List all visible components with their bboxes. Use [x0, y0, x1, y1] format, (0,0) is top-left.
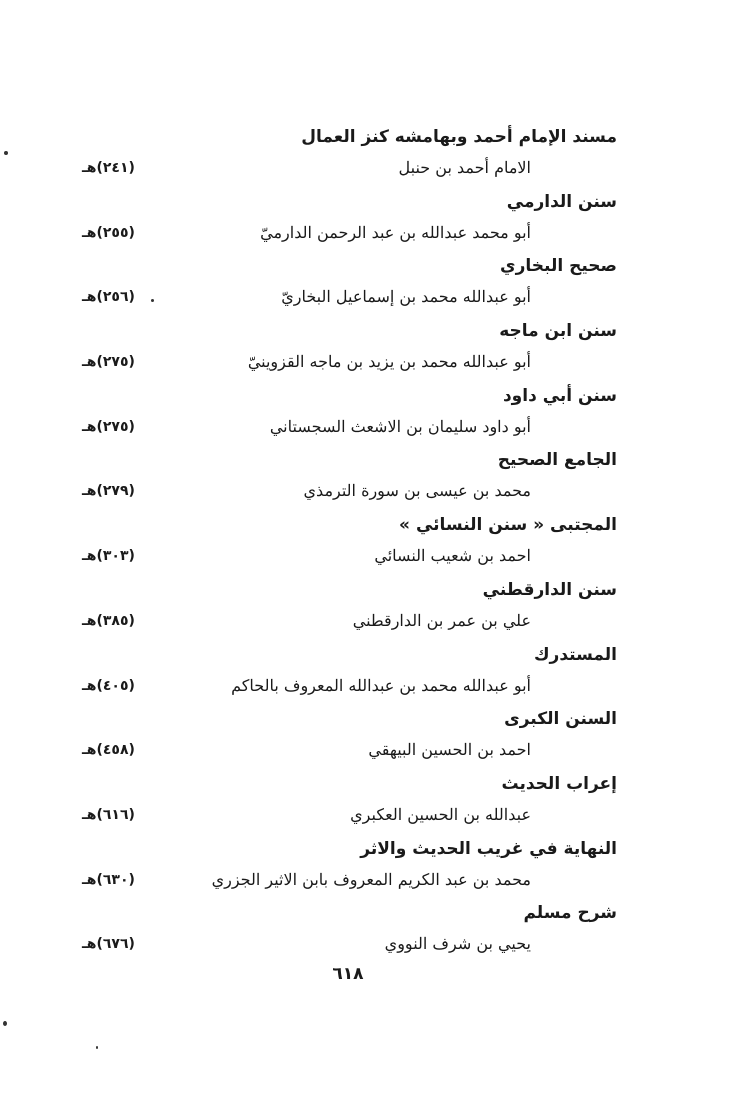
book-title: الجامع الصحيح	[497, 450, 617, 471]
bibliography-entry	[0, 509, 745, 574]
author-name: أبو عبدالله محمد بن عبدالله المعروف بالحاكم	[231, 675, 531, 695]
author-name: محمد بن عيسى بن سورة الترمذي	[303, 481, 531, 501]
death-date: (٦٧٦)هـ	[82, 936, 135, 953]
author-name: الامام أحمد بن حنبل	[398, 158, 531, 177]
book-title: إعراب الحديث	[501, 773, 617, 794]
author-name: يحيي بن شرف النووي	[384, 934, 531, 954]
bibliography-entry	[0, 121, 745, 186]
death-date: (٦١٦)هـ	[82, 806, 135, 823]
book-title: شرح مسلم	[523, 903, 617, 924]
death-date: (٢٧٥)هـ	[82, 418, 135, 435]
book-title: سنن أبي داود	[502, 385, 617, 406]
book-title: مسند الإمام أحمد وبهامشه كنز العمال	[301, 127, 617, 147]
scan-speck	[3, 1021, 7, 1026]
page-number: ٦١٨	[332, 964, 364, 984]
bibliography-entry	[0, 897, 745, 962]
bibliography-entry	[0, 315, 745, 380]
death-date: (٢٤١)هـ	[82, 160, 135, 176]
author-name: أبو داود سليمان بن الاشعث السجستاني	[269, 416, 531, 436]
bibliography-entry	[0, 250, 745, 315]
scan-speck	[151, 299, 154, 302]
bibliography-list	[0, 121, 745, 962]
death-date: (٢٥٦)هـ	[82, 289, 135, 306]
book-title: السنن الكبرى	[504, 709, 617, 730]
death-date: (٣٠٣)هـ	[82, 548, 135, 565]
death-date: (٢٧٩)هـ	[82, 483, 135, 500]
author-name: احمد بن الحسين البيهقي	[368, 740, 531, 760]
death-date: (٢٥٥)هـ	[82, 224, 135, 241]
bibliography-entry	[0, 768, 745, 833]
death-date: (٦٣٠)هـ	[82, 871, 135, 888]
bibliography-entry	[0, 639, 745, 704]
author-name: أبو عبدالله محمد بن يزيد بن ماجه القزوينيّ	[247, 352, 531, 372]
bibliography-entry	[0, 186, 745, 251]
death-date: (٢٧٥)هـ	[82, 354, 135, 371]
book-title: المستدرك	[533, 644, 617, 665]
book-title: سنن الدارقطني	[482, 579, 617, 600]
bibliography-entry	[0, 833, 745, 898]
death-date: (٤٠٥)هـ	[82, 677, 135, 694]
book-title: سنن ابن ماجه	[499, 321, 617, 342]
book-title: المجتبى « سنن النسائي »	[399, 515, 617, 536]
bibliography-entry	[0, 444, 745, 509]
scan-speck	[4, 151, 8, 155]
death-date: (٤٥٨)هـ	[82, 742, 135, 759]
bibliography-entry	[0, 703, 745, 768]
author-name: احمد بن شعيب النسائي	[374, 546, 531, 566]
author-name: أبو محمد عبدالله بن عبد الرحمن الدارميّ	[260, 222, 531, 242]
author-name: عبدالله بن الحسين العكبري	[350, 804, 531, 824]
book-title: النهاية في غريب الحديث والاثر	[360, 838, 617, 859]
scan-speck	[96, 1046, 98, 1049]
bibliography-entry	[0, 380, 745, 445]
book-title: صحيح البخاري	[500, 256, 617, 277]
author-name: أبو عبدالله محمد بن إسماعيل البخاريّ	[281, 287, 531, 307]
author-name: محمد بن عبد الكريم المعروف بابن الاثير الجزري	[211, 869, 531, 889]
book-title: سنن الدارمي	[506, 191, 617, 212]
bibliography-entry	[0, 574, 745, 639]
author-name: علي بن عمر بن الدارقطني	[352, 610, 531, 630]
death-date: (٣٨٥)هـ	[82, 612, 135, 629]
